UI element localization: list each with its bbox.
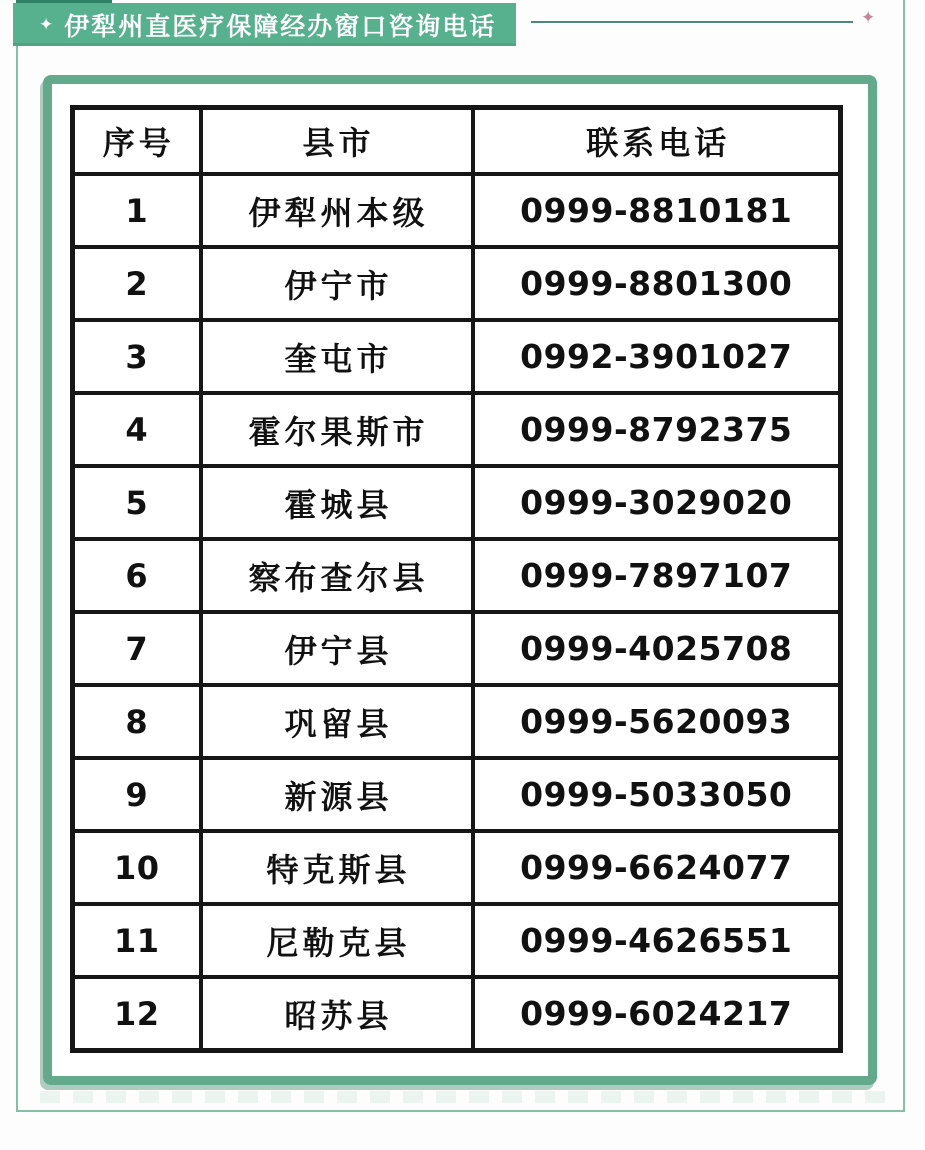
header-contact-phone: 联系电话 [473, 108, 841, 175]
cell-contact-phone: 0999-4626551 [473, 904, 841, 977]
cell-serial-number: 7 [73, 612, 201, 685]
cell-county-city: 巩留县 [201, 685, 473, 758]
contact-phone-table [70, 105, 843, 1053]
cell-serial-number: 8 [73, 685, 201, 758]
table-row [73, 831, 841, 904]
cell-county-city: 特克斯县 [201, 831, 473, 904]
table-row [73, 393, 841, 466]
cell-contact-phone: 0999-3029020 [473, 466, 841, 539]
bottom-dash-decor [40, 1091, 898, 1103]
sparkle-icon: ✦ [861, 8, 876, 27]
banner-diamond-icon: ✦ [39, 15, 54, 34]
table-row [73, 685, 841, 758]
cell-serial-number: 6 [73, 539, 201, 612]
table-row [73, 612, 841, 685]
cell-contact-phone: 0999-8810181 [473, 174, 841, 247]
cell-county-city: 伊宁市 [201, 247, 473, 320]
section-title: 伊犁州直医疗保障经办窗口咨询电话 [64, 12, 497, 41]
cell-serial-number: 3 [73, 320, 201, 393]
table-row [73, 320, 841, 393]
cell-contact-phone: 0999-8801300 [473, 247, 841, 320]
table-row [73, 174, 841, 247]
cell-contact-phone: 0999-7897107 [473, 539, 841, 612]
cell-serial-number: 12 [73, 977, 201, 1051]
table-row [73, 466, 841, 539]
cell-county-city: 昭苏县 [201, 977, 473, 1051]
cell-serial-number: 9 [73, 758, 201, 831]
cell-contact-phone: 0992-3901027 [473, 320, 841, 393]
cell-county-city: 新源县 [201, 758, 473, 831]
table-row [73, 904, 841, 977]
header-serial-number: 序号 [73, 108, 201, 175]
header-rule-line [531, 21, 853, 23]
cell-contact-phone: 0999-6624077 [473, 831, 841, 904]
cell-county-city: 尼勒克县 [201, 904, 473, 977]
cell-serial-number: 2 [73, 247, 201, 320]
header-county-city: 县市 [201, 108, 473, 175]
cell-contact-phone: 0999-6024217 [473, 977, 841, 1051]
section-title-banner [13, 3, 516, 46]
cell-contact-phone: 0999-5620093 [473, 685, 841, 758]
table-row [73, 247, 841, 320]
cell-serial-number: 1 [73, 174, 201, 247]
table-header-row [73, 108, 841, 175]
cell-county-city: 伊宁县 [201, 612, 473, 685]
cell-county-city: 伊犁州本级 [201, 174, 473, 247]
table-row [73, 977, 841, 1051]
cell-county-city: 霍城县 [201, 466, 473, 539]
cell-serial-number: 5 [73, 466, 201, 539]
table-row [73, 758, 841, 831]
cell-county-city: 奎屯市 [201, 320, 473, 393]
cell-county-city: 霍尔果斯市 [201, 393, 473, 466]
cell-serial-number: 4 [73, 393, 201, 466]
cell-contact-phone: 0999-8792375 [473, 393, 841, 466]
cell-county-city: 察布查尔县 [201, 539, 473, 612]
table-body [73, 174, 841, 1051]
cell-serial-number: 10 [73, 831, 201, 904]
table-row [73, 539, 841, 612]
cell-serial-number: 11 [73, 904, 201, 977]
cell-contact-phone: 0999-5033050 [473, 758, 841, 831]
cell-contact-phone: 0999-4025708 [473, 612, 841, 685]
